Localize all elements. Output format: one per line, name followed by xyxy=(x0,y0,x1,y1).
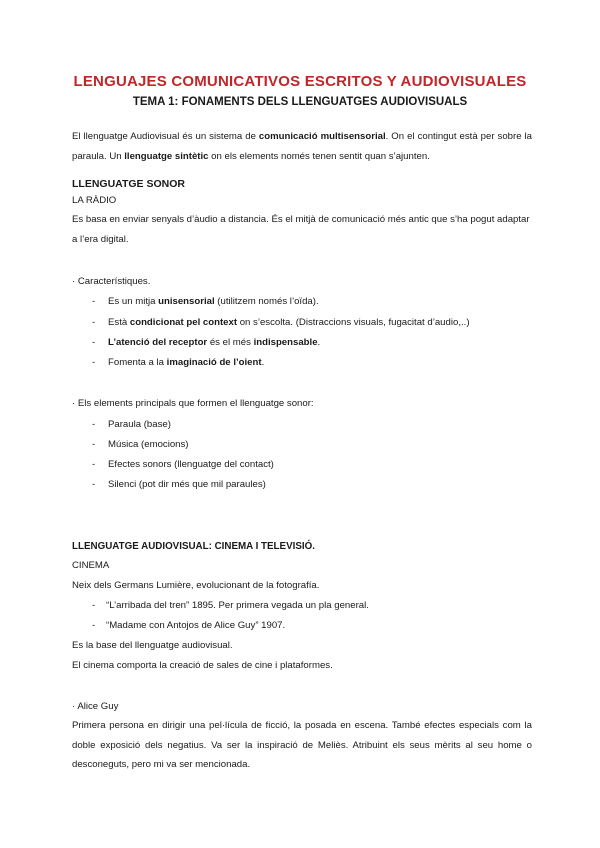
list-item: - Música (emocions) xyxy=(92,439,189,450)
characteristics-label: · Característiques. xyxy=(72,276,151,287)
bullet-dash: - xyxy=(92,459,96,470)
document-subtitle: TEMA 1: FONAMENTS DELS LLENGUATGES AUDIOVISUALS xyxy=(132,96,468,108)
cinema-note: El cinema comporta la creació de sales de cine i plataformes. xyxy=(72,660,333,671)
intro-paragraph: El llenguatge Audiovisual és un sistema de comunicació multisensorial. On el contingut està per sobre la paraula. Un llenguatge sintètic on els elements només tenen sentit quan s’ajunten. xyxy=(72,131,532,162)
bullet-dash: - xyxy=(92,419,96,430)
bullet-dash: - xyxy=(92,317,96,328)
section-heading-audiovisual: LLENGUATGE AUDIOVISUAL: CINEMA I TELEVISIÓ. xyxy=(72,541,315,552)
list-item: - L’atenció del receptor és el més indispensable. xyxy=(92,337,321,348)
cinema-label: CINEMA xyxy=(72,560,110,571)
radio-paragraph: Es basa en enviar senyals d’àudio a distancia. És el mitjà de comunicació més antic que s’ha pogut adaptar a l’era digital. xyxy=(72,214,530,245)
alice-label: · Alice Guy xyxy=(72,701,119,712)
list-item: - Silenci (pot dir més que mil paraules) xyxy=(92,479,266,490)
section-heading-sonor: LLENGUATGE SONOR xyxy=(72,178,185,190)
elements-label: · Els elements principals que formen el llenguatge sonor: xyxy=(72,398,314,409)
list-item: - Paraula (base) xyxy=(92,419,171,430)
alice-paragraph: Primera persona en dirigir una pel·lícula de ficció, la posada en escena. També efectes especials com la doble exposició dels negatius. Va ser la inspiració de Meliès. Atribuint els seus mèrits al seu home o desconeguts, pero mi va ser mencionada. xyxy=(72,720,532,770)
document-title: LENGUAJES COMUNICATIVOS ESCRITOS Y AUDIOVISUALES xyxy=(73,73,527,90)
bullet-dash: - xyxy=(92,479,96,490)
bullet-dash: - xyxy=(92,296,96,307)
list-item: - Fomenta a la imaginació de l’oient. xyxy=(92,357,265,368)
bullet-dash: - xyxy=(92,357,96,368)
bullet-dash: - xyxy=(92,600,96,611)
bullet-dash: - xyxy=(92,439,96,450)
list-item: - Es un mitja unisensorial (utilitzem només l’oïda). xyxy=(92,296,319,307)
radio-label: LA RÀDIO xyxy=(72,195,117,206)
list-item: - Efectes sonors (llenguatge del contact) xyxy=(92,459,274,470)
list-item: - “L’arribada del tren” 1895. Per primera vegada un pla general. xyxy=(92,600,369,611)
bullet-dash: - xyxy=(92,337,96,348)
list-item: - “Madame con Antojos de Alice Guy” 1907. xyxy=(92,620,286,631)
bullet-dash: - xyxy=(92,620,96,631)
list-item: - Està condicionat pel context on s’escolta. (Distraccions visuals, fugacitat d’audio,..) xyxy=(92,317,470,328)
cinema-origin: Neix dels Germans Lumière, evolucionant de la fotografía. xyxy=(72,580,320,591)
cinema-base: Es la base del llenguatge audiovisual. xyxy=(72,640,233,651)
